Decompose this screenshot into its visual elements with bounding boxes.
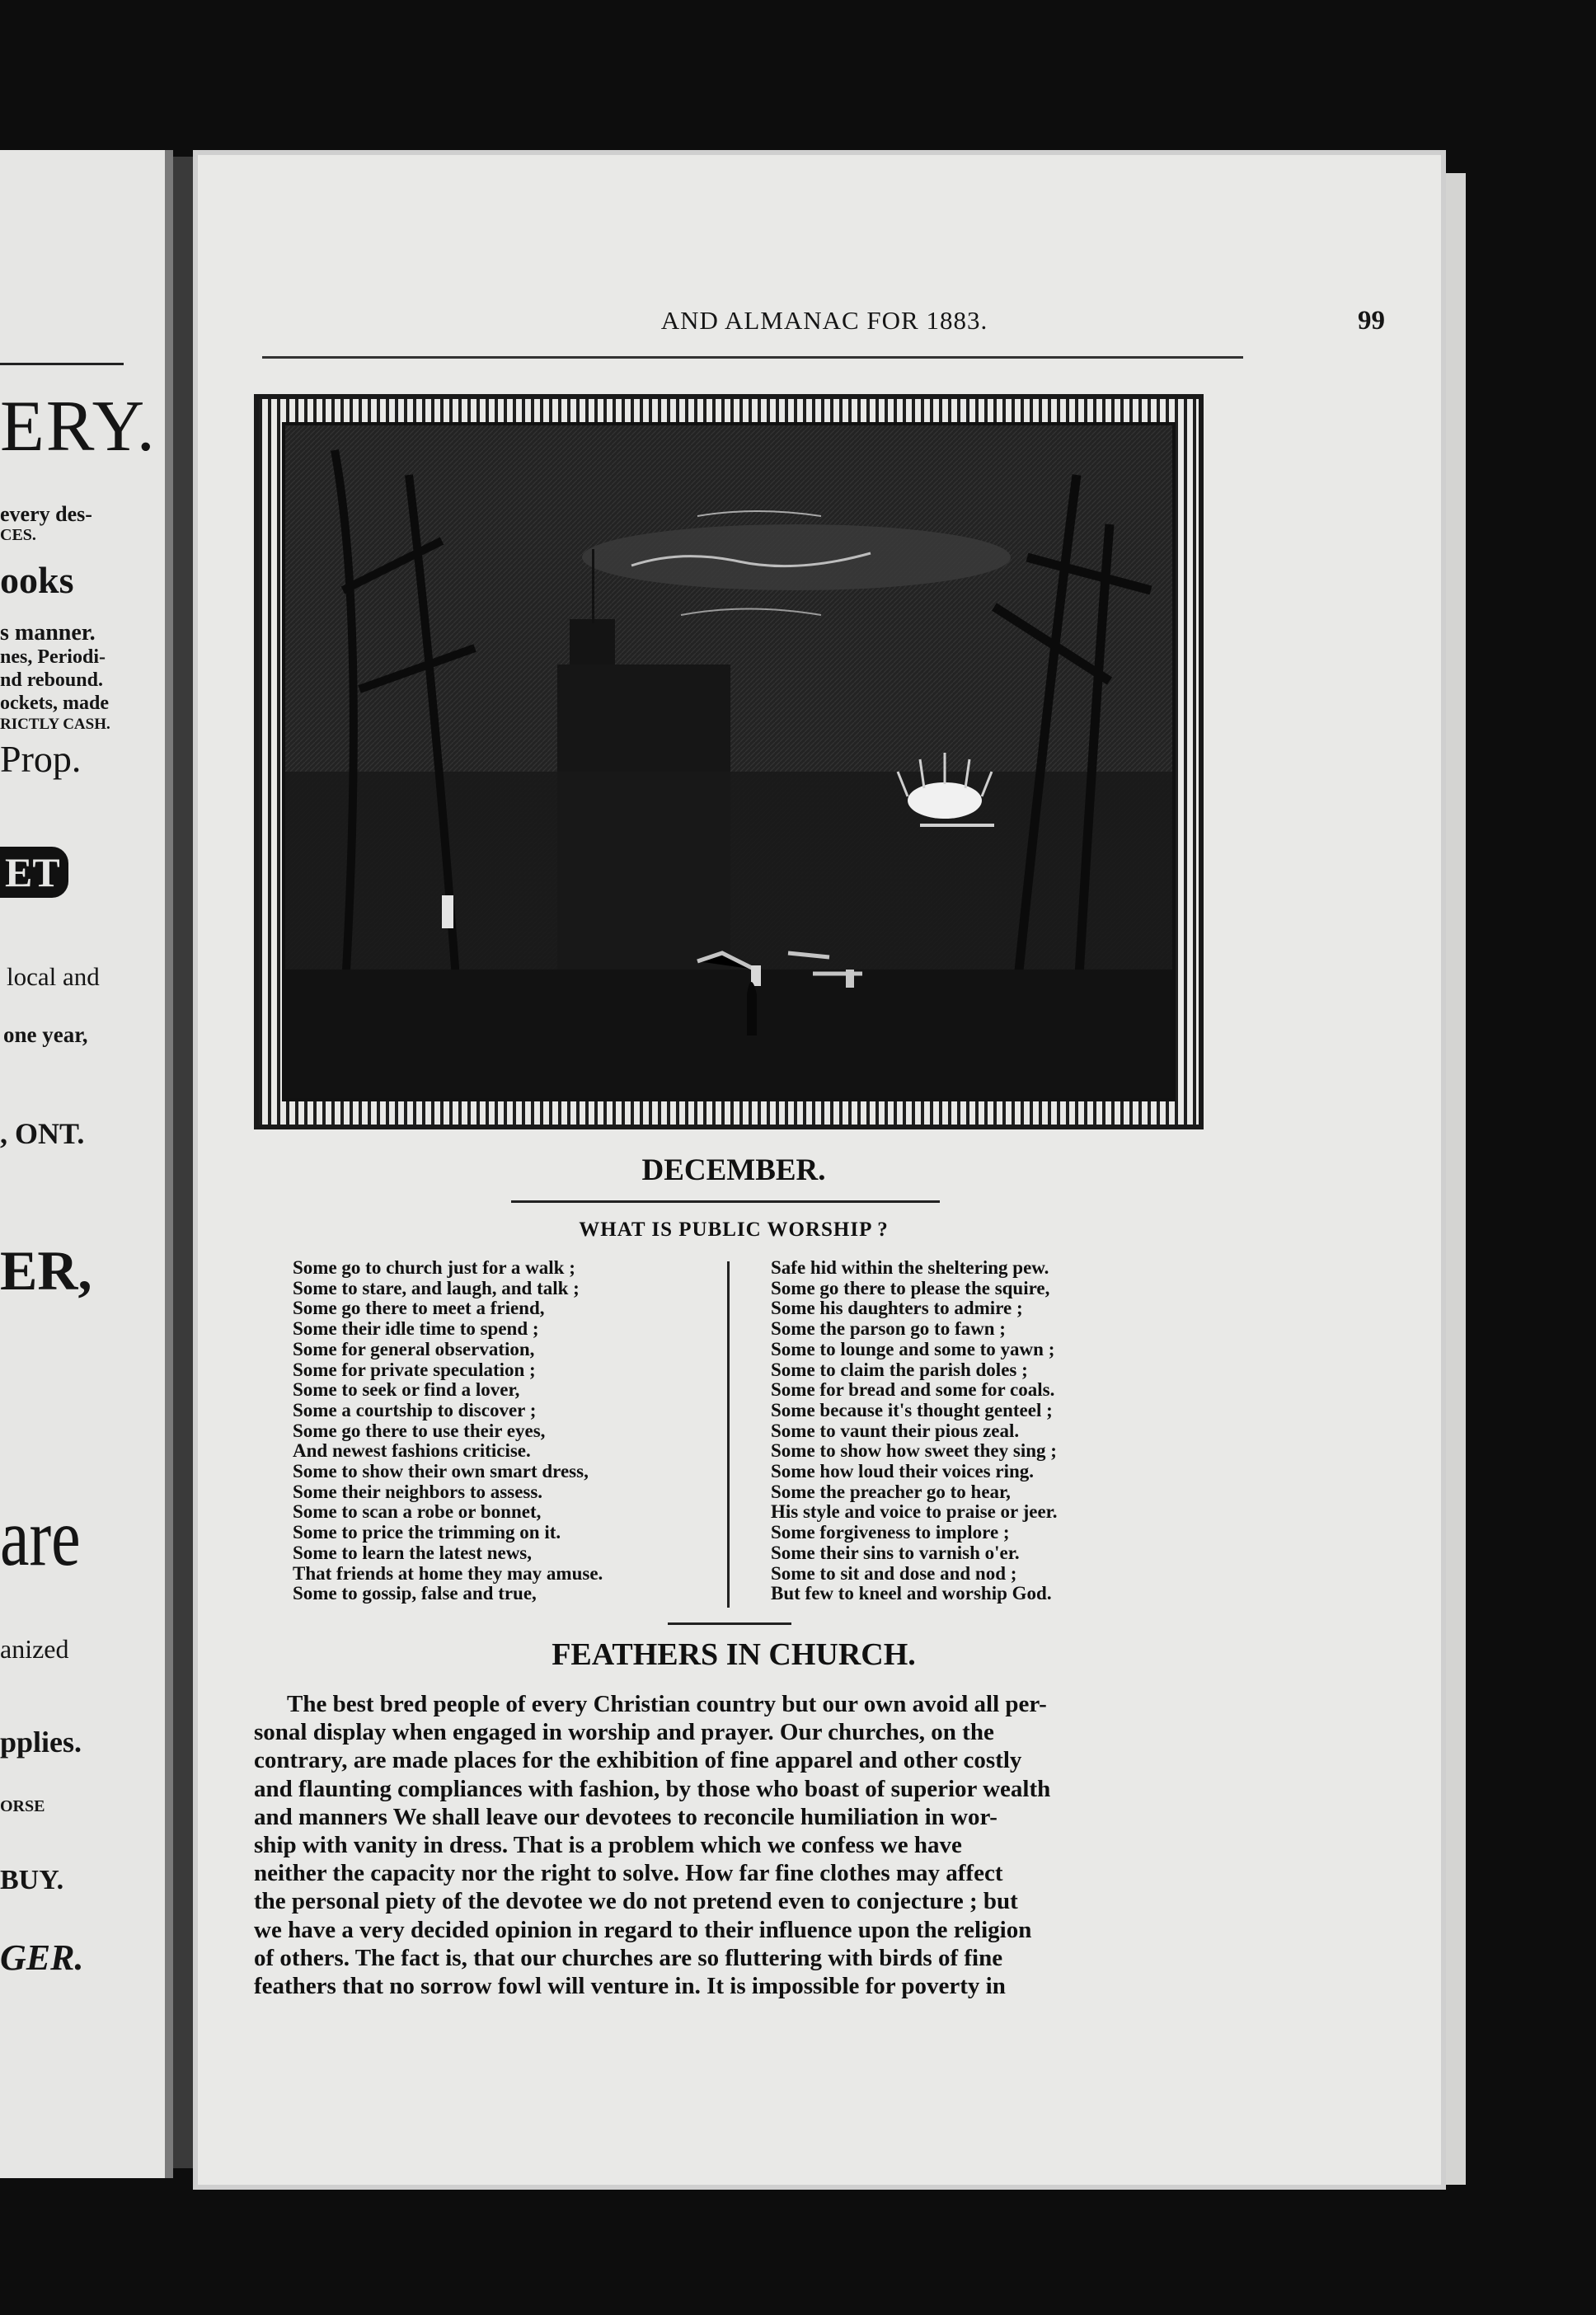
article-line: of others. The fact is, that our churches are so fluttering with birds of fine [254, 1944, 1003, 1971]
article-line: the personal piety of the devotee we do not pretend even to conjecture ; but [254, 1888, 1018, 1915]
poem-line: Some their neighbors to assess. [293, 1481, 543, 1502]
left-page-heading: ooks [0, 559, 74, 601]
poem-line: Some go there to meet a friend, [293, 1298, 545, 1319]
poem-line: Some to scan a robe or bonnet, [293, 1501, 542, 1523]
poem-line: His style and voice to praise or jeer. [771, 1501, 1058, 1523]
article-line: and manners We shall leave our devotees to reconcile humiliation in wor- [254, 1803, 998, 1830]
left-page-line: s manner. [0, 620, 96, 646]
poem-line: Safe hid within the sheltering pew. [771, 1257, 1049, 1278]
poem-line: Some to show how sweet they sing ; [771, 1440, 1057, 1462]
left-page-line: anized [0, 1634, 69, 1664]
poem-left-column [293, 1258, 603, 1604]
poem-line: Some a courtship to discover ; [293, 1399, 537, 1420]
title-rule [511, 1200, 940, 1203]
article-line: The best bred people of every Christian country but our own avoid all per- [287, 1691, 1047, 1717]
poem-line: Some the preacher go to hear, [771, 1481, 1011, 1502]
poem-line: Some the parson go to fawn ; [771, 1318, 1006, 1340]
poem-line: Some to seek or find a lover, [293, 1379, 520, 1401]
poem-line: Some to lounge and some to yawn ; [771, 1338, 1055, 1359]
poem-line: Some how loud their voices ring. [771, 1461, 1035, 1482]
article-line: sonal display when engaged in worship and prayer. Our churches, on the [254, 1719, 994, 1746]
running-head: AND ALMANAC FOR 1883. [660, 306, 988, 335]
left-page-line: CES. [0, 526, 36, 544]
left-page-line: every des- [0, 502, 92, 526]
left-page-fragment [0, 150, 173, 2178]
left-page-heading: , ONT. [0, 1117, 85, 1150]
poem-line: Some for general observation, [293, 1338, 535, 1359]
month-title: DECEMBER. [641, 1153, 826, 1187]
poem-line: Some their idle time to spend ; [293, 1318, 539, 1340]
left-page-line: ockets, made [0, 693, 109, 714]
left-page-line: RICTLY CASH. [0, 716, 110, 733]
page-number: 99 [1358, 306, 1385, 336]
almanac-page [198, 155, 1441, 2185]
left-page-line: pplies. [0, 1726, 82, 1759]
poem-line: Some forgiveness to implore ; [771, 1522, 1010, 1543]
left-page-heading: Prop. [0, 738, 82, 780]
poem-line: Some their sins to varnish o'er. [771, 1542, 1020, 1563]
left-page-line: GER. [0, 1937, 84, 1978]
poem-line: Some go there to please the squire, [771, 1277, 1050, 1298]
page-edge [1441, 173, 1466, 2185]
poem-line: And newest fashions criticise. [293, 1440, 531, 1462]
poem-line: Some to vaunt their pious zeal. [771, 1420, 1020, 1441]
left-page-heading: ERY. [0, 387, 157, 467]
poem-line: Some his daughters to admire ; [771, 1298, 1023, 1319]
greek-key-border [254, 394, 1204, 1129]
poem-line: Some for private speculation ; [293, 1359, 536, 1380]
poem-line: Some to sit and dose and nod ; [771, 1562, 1017, 1584]
left-page-heading: ER, [0, 1239, 92, 1302]
article-line: neither the capacity nor the right to solve. How far fine clothes may affect [254, 1860, 1003, 1887]
poem-line: Some go there to use their eyes, [293, 1420, 546, 1441]
article-title: FEATHERS IN CHURCH. [552, 1637, 916, 1672]
left-page-line: one year, [3, 1022, 88, 1047]
header-rule [262, 356, 1243, 359]
left-page-rule [0, 363, 124, 365]
poem-right-column [771, 1258, 1058, 1604]
article-body [254, 1690, 1194, 2000]
column-divider [727, 1261, 730, 1608]
left-page-line: BUY. [0, 1865, 64, 1895]
poem-line: But few to kneel and worship God. [771, 1583, 1052, 1604]
poem-line: Some to price the trimming on it. [293, 1522, 561, 1543]
article-line: we have a very decided opinion in regard to their influence upon the religion [254, 1916, 1032, 1943]
section-rule [668, 1622, 791, 1625]
poem-line: Some to show their own smart dress, [293, 1461, 589, 1482]
article-line: contrary, are made places for the exhibition of fine apparel and other costly [254, 1747, 1022, 1774]
poem-line: Some because it's thought genteel ; [771, 1399, 1053, 1420]
engraving-illustration [282, 422, 1176, 1101]
left-page-heading: are [0, 1491, 81, 1583]
article-line: feathers that no sorrow fowl will venture in. It is impossible for poverty in [254, 1973, 1006, 2000]
poem-line: Some to claim the parish doles ; [771, 1359, 1028, 1380]
poem-line: Some to gossip, false and true, [293, 1583, 537, 1604]
poem-line: Some to learn the latest news, [293, 1542, 533, 1563]
left-page-badge: ET [0, 847, 68, 898]
left-page-line: local and [7, 962, 100, 991]
left-page-line: nes, Periodi- [0, 646, 106, 668]
article-line: ship with vanity in dress. That is a problem which we confess we have [254, 1832, 962, 1859]
moonlit-churchyard-engraving [285, 425, 1172, 1098]
article-line: and flaunting compliances with fashion, by those who boast of superior wealth [254, 1775, 1051, 1802]
poem-line: That friends at home they may amuse. [293, 1562, 603, 1584]
left-page-line: ORSE [0, 1797, 45, 1815]
left-page-line: nd rebound. [0, 669, 103, 691]
poem-line: Some go to church just for a walk ; [293, 1257, 575, 1278]
poem-line: Some to stare, and laugh, and talk ; [293, 1277, 580, 1298]
binding-edge [173, 157, 198, 2168]
poem-line: Some for bread and some for coals. [771, 1379, 1055, 1401]
poem-title: WHAT IS PUBLIC WORSHIP ? [579, 1219, 889, 1241]
